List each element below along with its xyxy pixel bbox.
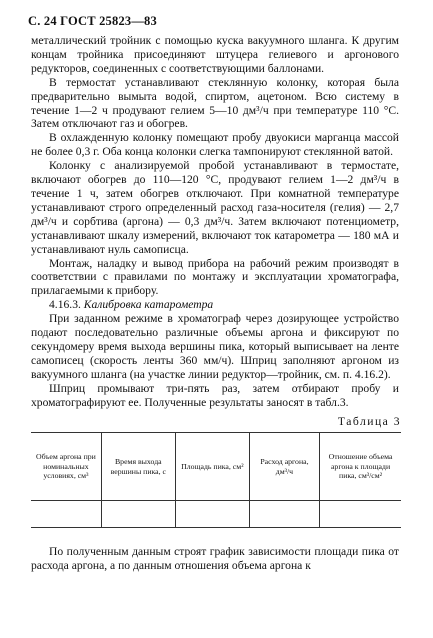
body-text bbox=[31, 34, 399, 409]
column-header: Время выхода вершины пика, с bbox=[101, 433, 175, 501]
paragraph: При заданном режиме в хроматограф через дозирующее устройство подают последовательно различные объемы аргона и фиксируют по секундомеру время выхода вершины пика, который выписывает на ленте самописец (скорость ленты 360 мм/ч). Шприц заполняют аргоном из вакуумного шланга (на участке линии редуктор—тройник, см. п. 4.16.2). bbox=[31, 312, 399, 381]
paragraph: Монтаж, наладку и вывод прибора на рабочий режим производят в соответствии с правилами по монтажу и эксплуатации хроматографа, прилагаемыми к прибору. bbox=[31, 256, 399, 298]
paragraph: В термостат устанавливают стеклянную колонку, которая была предварительно вымыта водой, спиртом, ацетоном. Всю систему в течение 1—2 ч продувают гелием 5—10 дм³/ч при температуре 110 °С. Затем отключают газ и обогрев. bbox=[31, 75, 399, 131]
section-title: Калибровка катарометра bbox=[83, 298, 214, 312]
table-header-row bbox=[31, 433, 401, 501]
table-row bbox=[31, 501, 401, 528]
column-header: Расход аргона, дм³/ч bbox=[249, 433, 319, 501]
column-header: Объем аргона при номинальных условиях, см³ bbox=[31, 433, 101, 501]
data-table bbox=[31, 432, 401, 528]
column-header: Отношение объема аргона к площади пика, см³/см² bbox=[320, 433, 401, 501]
section-heading bbox=[31, 298, 399, 312]
table-cell bbox=[101, 501, 175, 528]
paragraph: Шприц промывают три-пять раз, затем отбирают пробу и хроматографируют ее. Полученные результаты заносят в табл.3. bbox=[31, 381, 399, 409]
paragraph: металлический тройник с помощью куска вакуумного шланга. К другим концам тройника присоединяют штуцера гелиевого и аргонового редукторов, соединенных с соответствующими баллонами. bbox=[31, 34, 399, 75]
table-cell bbox=[31, 501, 101, 528]
paragraph: По полученным данным строят график зависимости площади пика от расхода аргона, а по данным отношения объема аргона к bbox=[31, 545, 399, 572]
table-cell bbox=[320, 501, 401, 528]
page-header: С. 24 ГОСТ 25823—83 bbox=[28, 14, 157, 28]
section-number: 4.16.3. bbox=[49, 298, 81, 312]
continuation-text bbox=[31, 545, 399, 573]
paragraph: Колонку с анализируемой пробой устанавливают в термостате, включают обогрев до 110—120 °С, продувают гелием 1—2 дм³/ч в течение 1 ч, затем обогрев отключают. При комнатной температуре устанавливают строго определенный расход газа-носителя (гелия) — 2,7 дм³/ч и сорбтива (аргона) — 0,3 дм³/ч. Затем включают потенциометр, устанавливают шкалу измерений, включают ток катарометра — 180 мА и устанавливают нуль самописца. bbox=[31, 159, 399, 256]
table-caption: Таблица 3 bbox=[337, 415, 401, 428]
table-cell bbox=[249, 501, 319, 528]
table-cell bbox=[175, 501, 249, 528]
column-header: Площадь пика, см² bbox=[175, 433, 249, 501]
paragraph: В охлажденную колонку помещают пробу двуокиси марганца массой не более 0,3 г. Оба конца колонки слегка тампонируют стеклянной ватой. bbox=[31, 131, 399, 159]
